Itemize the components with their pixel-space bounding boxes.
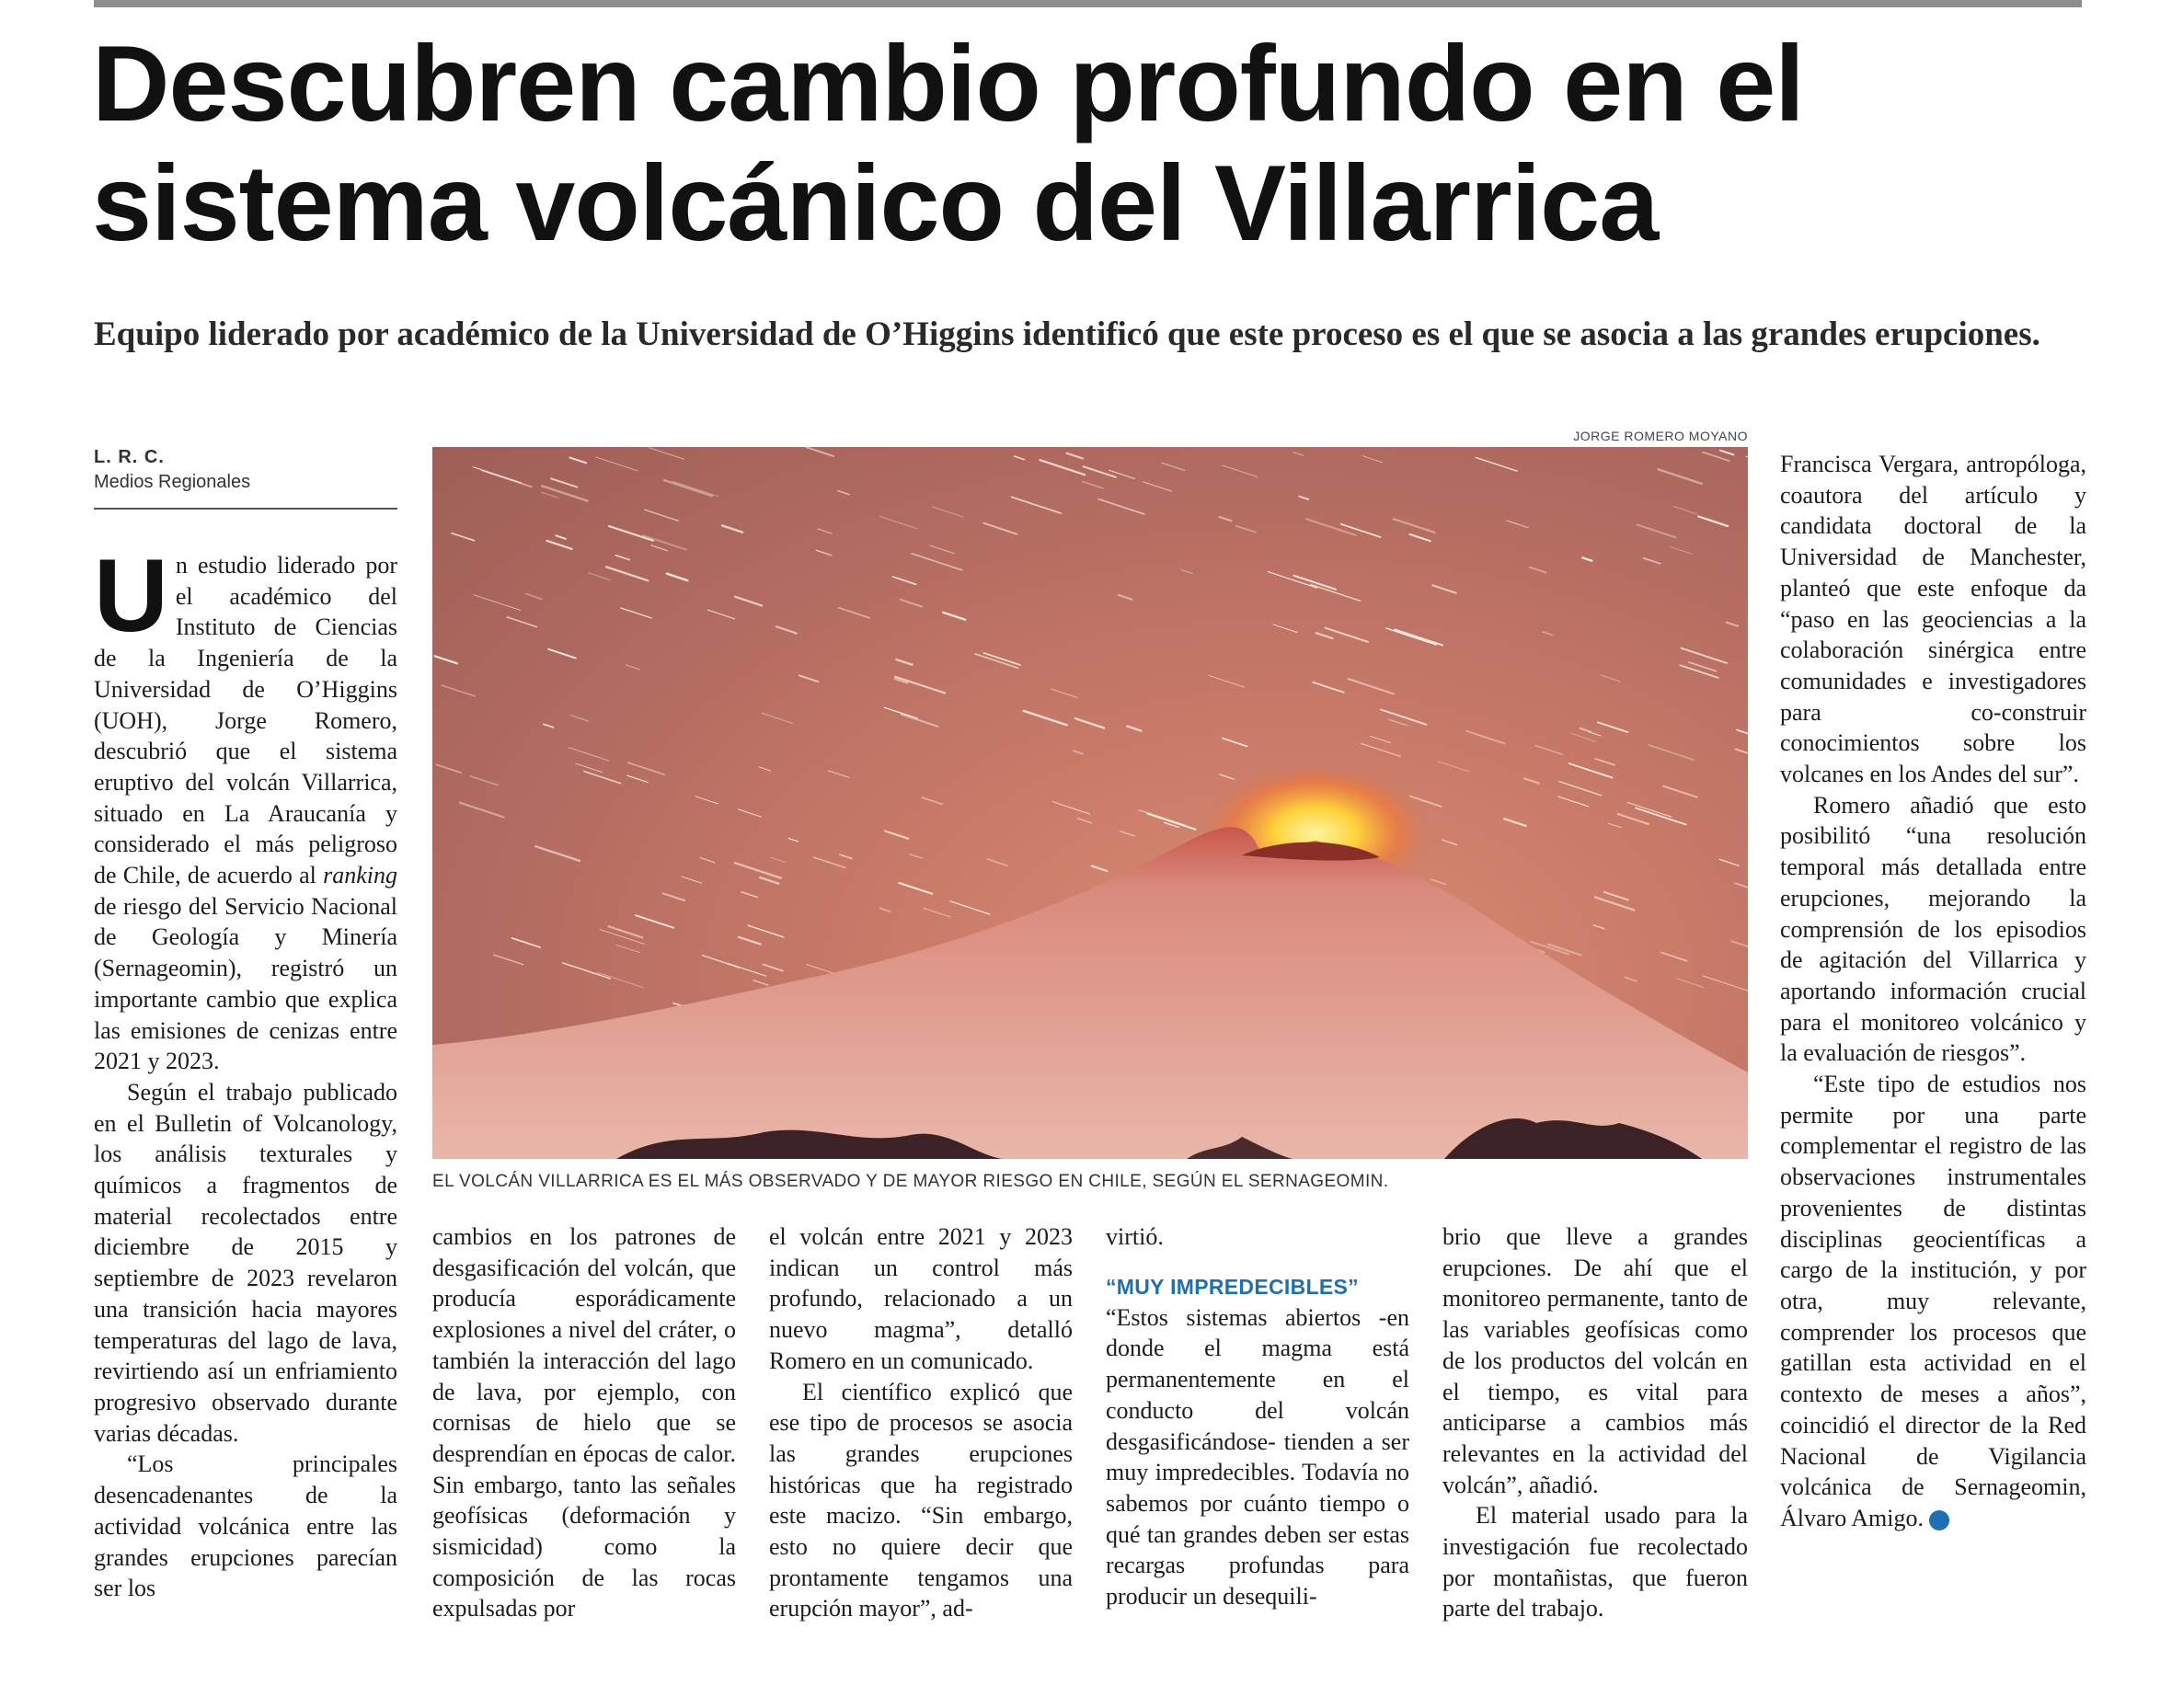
star-trail (1273, 625, 1297, 633)
star-trail (816, 550, 831, 555)
star-trail (1673, 506, 1697, 514)
star-trail (1582, 557, 1591, 560)
star-trail (482, 471, 532, 487)
star-trail (1362, 743, 1401, 756)
star-trail (1680, 665, 1718, 678)
star-trail (975, 654, 1018, 669)
star-trail (924, 908, 950, 917)
star-trail (799, 675, 818, 682)
star-trail (880, 908, 890, 911)
star-trail (664, 480, 712, 496)
star-trail (1625, 978, 1637, 981)
star-trail (1671, 547, 1692, 555)
paragraph-2: Según el trabajo publicado en el Bulletin of Volcanology, los análisis texturales y químicos a fragmentos de material recolectados entre diciembre de 2015 y septiembre de 2023 revelaron una transición hacia mayores temperaturas del lago de lava, revirtiendo así un enfriamiento progresivo observado durante varias décadas. (94, 1078, 397, 1447)
star-trail (1381, 710, 1426, 725)
star-trail (1644, 558, 1660, 564)
star-trail (739, 937, 761, 945)
paragraph-5a: “Estos sistemas abiertos -en donde el magma está permanentemente en el conducto del volcán desgasificándose- tienden a ser muy impredecibles. Todavía no sabemos por cuánto tiempo o qué tan grandes deben ser estas recargas profundas para producir un desequili- (1106, 1303, 1409, 1611)
column-2 (432, 1221, 736, 1624)
star-trail (1395, 629, 1442, 645)
star-trail (570, 716, 589, 722)
star-trail (1746, 456, 1748, 460)
star-trail (628, 762, 665, 774)
star-trail (1598, 722, 1627, 732)
star-trail (1439, 762, 1469, 772)
star-trail (1024, 711, 1067, 725)
star-trail (436, 764, 461, 773)
star-trail (739, 809, 762, 817)
star-trail (663, 893, 684, 900)
star-trail (576, 763, 603, 772)
star-trail (1293, 453, 1304, 456)
star-trail (1658, 469, 1702, 484)
paragraph-4b: virtió. (1106, 1223, 1164, 1250)
star-trail (1476, 457, 1517, 471)
star-trail (1524, 778, 1539, 783)
paragraph-3b: cambios en los patrones de desgasificación del volcán, que producía esporádicamente explosiones a nivel del cráter, o también la interacción del lago de lava, por ejemplo, con cornisas de hielo que se desprendían en épocas de calor. Sin embargo, tanto las señales geofísicas (deformación y sismicidad) como la composición de las rocas expulsadas por (432, 1223, 736, 1622)
star-trail (569, 458, 586, 464)
star-trail (452, 533, 475, 541)
star-trail (1299, 497, 1308, 499)
star-trail (943, 613, 965, 620)
star-trail (649, 448, 684, 460)
star-trail (695, 797, 718, 804)
column-5 (1442, 1221, 1748, 1624)
star-trail (626, 665, 639, 670)
star-trail (596, 457, 638, 471)
paragraph-8: Romero añadió que esto posibilitó “una resolución temporal más detallada entre erupciones, mejorando la comprensión de los episodios de agitación del Villarrica y aportando información crucial para el monitoreo volcánico y la evaluación de riesgos”. (1780, 791, 2086, 1067)
column-3 (769, 1221, 1073, 1624)
star-trail (1143, 482, 1172, 491)
star-trail (643, 535, 686, 549)
end-of-article-icon: ✦ (1929, 1510, 1949, 1530)
star-trail (1593, 925, 1604, 929)
star-trail (616, 945, 640, 952)
star-trail (1119, 595, 1132, 600)
star-trail (1442, 840, 1457, 844)
star-trail (1703, 453, 1729, 462)
star-trail (1504, 819, 1525, 826)
star-trail (1604, 892, 1628, 900)
star-trail (563, 963, 611, 979)
star-trail (912, 554, 962, 570)
star-trail (1082, 482, 1103, 488)
star-trail (1649, 745, 1694, 760)
star-trail (1731, 941, 1748, 957)
star-trail (1737, 730, 1748, 747)
star-trail (636, 915, 673, 928)
star-trail (544, 724, 554, 728)
star-trail (1075, 718, 1104, 728)
star-trail (1571, 733, 1597, 741)
star-trail (1348, 679, 1394, 694)
star-trail (512, 938, 541, 947)
star-trail (1677, 979, 1704, 987)
volcano-illustration (432, 447, 1748, 1159)
star-trail (1736, 750, 1749, 764)
star-trail (700, 858, 714, 863)
star-trail (1181, 569, 1193, 573)
star-trail (1127, 727, 1141, 731)
star-trail (722, 525, 742, 532)
star-trail (770, 857, 785, 863)
byline (94, 445, 397, 495)
star-trail (1223, 465, 1257, 476)
star-trail (1067, 453, 1084, 459)
star-trail (569, 748, 609, 762)
star-trail (1092, 866, 1108, 872)
star-trail (474, 595, 521, 611)
star-trail (1720, 451, 1733, 455)
star-trail (645, 510, 679, 521)
subheading: “MUY IMPREDECIBLES” (1106, 1274, 1359, 1299)
star-trail (542, 486, 588, 500)
star-trail (1618, 814, 1649, 824)
star-trail (609, 926, 643, 937)
star-trail (838, 491, 850, 495)
star-trail (748, 925, 784, 937)
star-trail (547, 541, 572, 549)
star-trail (735, 597, 762, 606)
star-trail (1074, 751, 1083, 753)
star-trail (1311, 585, 1361, 602)
star-trail (884, 707, 917, 718)
star-trail (1535, 746, 1563, 755)
star-trail (741, 892, 757, 898)
star-trail (708, 610, 735, 619)
star-trail (1698, 517, 1728, 527)
star-trail (1084, 466, 1116, 477)
star-trail (1341, 524, 1381, 537)
headline-line-2: sistema volcánico del Villarrica (92, 143, 1659, 263)
star-trail (840, 854, 852, 858)
star-trail (839, 608, 870, 618)
paragraph-5b: brio que lleve a grandes erupciones. De ahí que el monitoreo permanente, tanto de las variables geofísicas como de los productos del volcán en el tiempo, es vital para anticiparse a cambios más relevantes en la actividad del volcán”, añadió. (1442, 1223, 1748, 1498)
star-trail (762, 714, 792, 724)
star-trail (1466, 731, 1505, 744)
star-trail (551, 478, 578, 487)
star-trail (535, 846, 580, 861)
star-trail (615, 556, 629, 560)
star-trail (556, 535, 566, 539)
star-trail (548, 649, 576, 659)
star-trail (1609, 823, 1622, 828)
star-trail (1389, 719, 1407, 726)
star-trail (806, 447, 833, 456)
star-trail (606, 567, 648, 580)
star-trail (1012, 497, 1062, 513)
star-trail (1015, 456, 1025, 460)
star-trail (1220, 774, 1234, 779)
star-trail (763, 965, 783, 971)
star-trail (1077, 819, 1091, 823)
star-trail (879, 516, 917, 529)
column-6 (1780, 449, 2086, 1534)
lead-italic: ranking (323, 862, 397, 889)
star-trail (1637, 524, 1675, 537)
star-trail (1661, 953, 1687, 961)
star-trail (1530, 567, 1546, 573)
star-trail (1219, 517, 1231, 521)
star-trail (1162, 463, 1185, 470)
star-trail (627, 775, 648, 782)
drop-cap: U (94, 538, 168, 653)
paragraph-3c: el volcán entre 2021 y 2023 indican un control más profundo, relacionado a un nuevo magma”, detalló Romero en un comunicado. (769, 1223, 1073, 1374)
star-trail (1595, 759, 1614, 765)
star-trail (1394, 519, 1435, 533)
volcano-photo (432, 447, 1748, 1159)
star-trail (1098, 499, 1144, 514)
star-trail (828, 771, 849, 778)
star-trail (542, 492, 558, 498)
column-1 (94, 538, 397, 1604)
star-trail (494, 955, 523, 965)
star-trail (1727, 623, 1739, 626)
star-trail (703, 956, 740, 968)
paragraph-7: Francisca Vergara, antropóloga, coautora del artículo y candidata doctoral de la Universidad de Manchester, planteó que este enfoque da “paso en las geociencias a la colaboración sinérgica entre comunidades e investigadores para co-construir conocimientos sobre los volcanes en los Andes del sur”. (1780, 451, 2086, 788)
star-trail (589, 573, 611, 580)
star-trail (597, 972, 643, 988)
star-trail (933, 507, 963, 517)
star-trail (983, 523, 1017, 534)
star-trail (895, 677, 945, 694)
star-trail (1236, 526, 1256, 533)
star-trail (1109, 470, 1135, 478)
star-trail (899, 883, 932, 894)
star-trail (609, 526, 653, 541)
star-trail (818, 529, 832, 533)
star-trail (988, 859, 1007, 865)
byline-initials: L. R. C. (94, 447, 165, 467)
paragraph-4a: El científico explicó que ese tipo de procesos se asocia las grandes erupciones históricas que ha registrado este macizo. “Sin embargo, esto no quiere decir que prontamente tengamos una erupción mayor”, ad- (769, 1378, 1073, 1622)
star-trail (735, 863, 781, 878)
star-trail (621, 608, 651, 618)
byline-outlet: Medios Regionales (94, 472, 251, 492)
star-trail (1735, 883, 1748, 888)
star-trail (1040, 460, 1086, 475)
star-trail (1120, 831, 1135, 836)
paragraph-9 (1780, 1069, 2086, 1534)
star-trail (435, 656, 457, 663)
star-trail (1371, 736, 1391, 742)
star-trail (1580, 728, 1591, 732)
top-rule (94, 0, 2082, 7)
deck-subtitle: Equipo liderado por académico de la Universidad de O’Higgins identificó que este proceso es el que se asocia a las grandes erupciones. (94, 315, 2040, 353)
star-trail (776, 626, 797, 633)
star-trail (1147, 814, 1195, 830)
star-trail (667, 574, 688, 581)
star-trail (950, 901, 990, 914)
star-trail (753, 980, 768, 985)
star-trail (1703, 976, 1748, 992)
photo-credit: JORGE ROMERO MOYANO (1573, 429, 1748, 443)
star-trail (651, 545, 668, 551)
star-trail (526, 594, 542, 600)
star-trail (682, 877, 702, 883)
star-trail (1410, 534, 1430, 541)
star-trail (896, 659, 912, 665)
star-trail (1663, 786, 1697, 797)
star-trail (1558, 797, 1589, 807)
star-trail (1316, 633, 1333, 638)
star-trail (470, 776, 498, 785)
paragraph-6: El material usado para la investigación fue recolectado por montañistas, que fueron parte del trabajo. (1442, 1502, 1748, 1622)
star-trail (910, 854, 923, 859)
star-trail (672, 481, 718, 496)
star-trail (759, 767, 771, 771)
star-trail (788, 839, 798, 842)
star-trail (1543, 632, 1553, 636)
star-trail (1432, 585, 1456, 593)
star-trail (1052, 802, 1089, 814)
star-trail (1223, 739, 1247, 747)
star-trail (507, 617, 536, 627)
star-trail (1362, 456, 1382, 463)
lead-paragraph (94, 538, 397, 1077)
headline (92, 24, 2116, 263)
star-trail (901, 600, 922, 607)
star-trail (1209, 675, 1244, 687)
star-trail (1313, 682, 1344, 693)
star-trail (1569, 763, 1613, 777)
star-trail (1601, 675, 1620, 682)
star-trail (885, 831, 908, 839)
column-4 (1106, 1221, 1409, 1612)
star-trail (584, 772, 621, 784)
paragraph-3a: “Los principales desencadenantes de la actividad volcánica entre las grandes erupciones parecían ser los (94, 1450, 397, 1602)
star-trail (1719, 859, 1739, 865)
star-trail (1681, 648, 1727, 663)
star-trail (1386, 628, 1437, 645)
volcano-cone (432, 827, 1748, 1159)
headline-line-1: Descubren cambio profundo en el (92, 23, 1804, 143)
paragraph-9-text: “Este tipo de estudios nos permite por una parte complementar el registro de las observaciones instrumentales provenientes de distintas disciplinas geocientíficas a cargo de la institución, y por otra, muy relevante, comprender los procesos que gatillan esta actividad en el contexto de meses a años”, coincidió el director de la Red Nacional de Vigilancia volcánica de Sernageomin, Álvaro Amigo. (1780, 1071, 2086, 1531)
star-trail (442, 685, 475, 696)
star-trail (813, 857, 845, 867)
star-trail (893, 577, 916, 584)
byline-divider (94, 508, 397, 510)
star-trail (922, 797, 942, 804)
star-trail (1051, 689, 1078, 698)
star-trail (1559, 782, 1602, 796)
star-trail (930, 545, 954, 554)
lead-text: n estudio liderado por el académico del Instituto de Ciencias de la Ingeniería de la Universidad de O’Higgins (UOH), Jorge Romero, descubrió que el sistema eruptivo del volcán Villarrica, situado en La Araucanía y considerado el más peligroso de Chile, de acuerdo al (94, 552, 397, 889)
star-trail (1627, 802, 1672, 817)
star-trail (1430, 879, 1445, 884)
star-trail (460, 803, 503, 818)
lead-text-end: de riesgo del Servicio Nacional de Geología y Minería (Sernageomin), registró un importante cambio que explica las emisiones de cenizas entre 2021 y 2023. (94, 892, 397, 1075)
photo-caption: EL VOLCÁN VILLARRICA ES EL MÁS OBSERVADO Y DE MAYOR RIESGO EN CHILE, SEGÚN EL SERNAGEOMIN. (432, 1172, 1389, 1191)
star-trail (760, 877, 778, 884)
star-trail (1268, 572, 1316, 589)
star-trail (1507, 521, 1529, 528)
star-trail (902, 715, 938, 727)
star-trail (1326, 628, 1368, 642)
